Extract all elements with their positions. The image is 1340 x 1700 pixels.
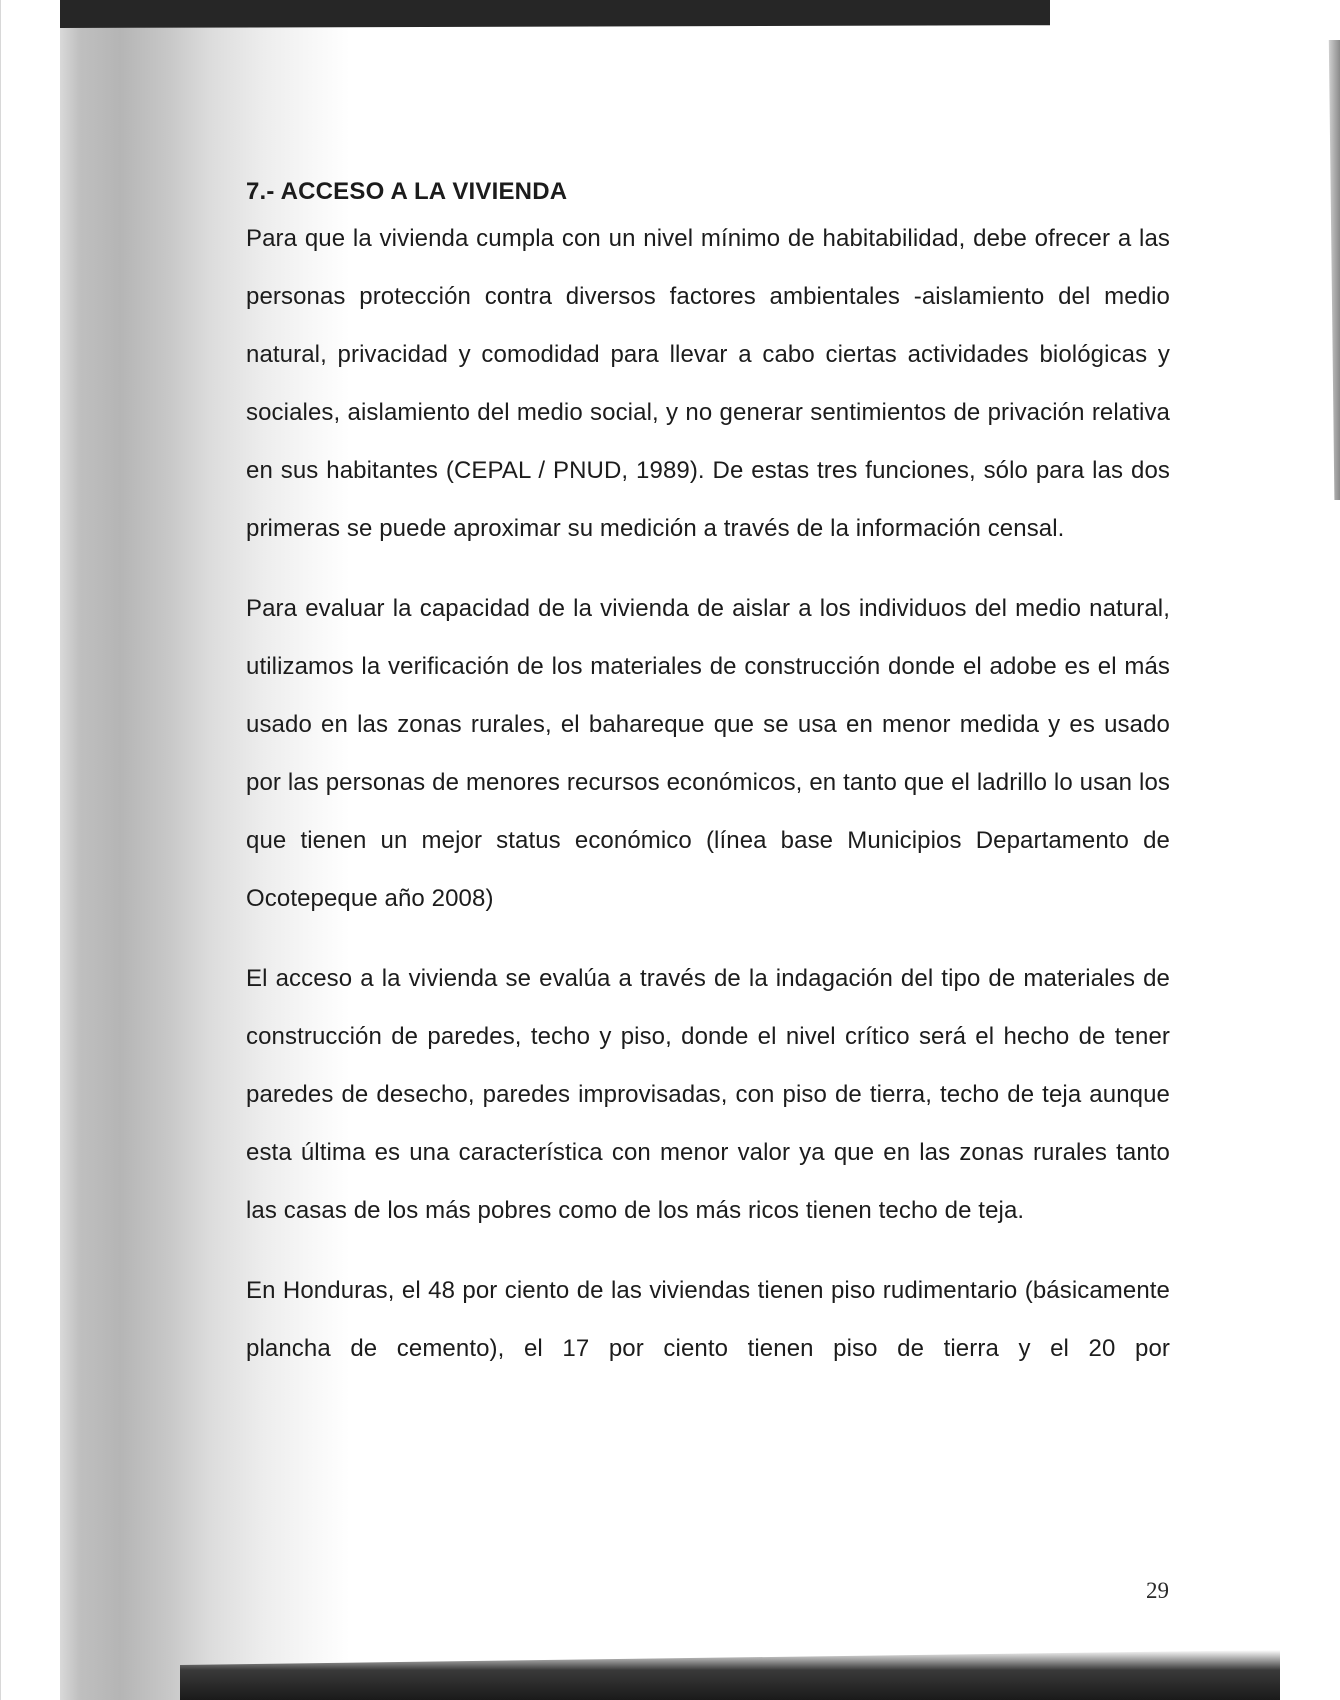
paragraph-4: En Honduras, el 48 por ciento de las viviendas tienen piso rudimentario (básicamente plancha de cemento), el 17 por ciento tienen piso de tierra y el 20 por (246, 1277, 1170, 1362)
scan-right-edge (1312, 40, 1340, 500)
paragraph-2: Para evaluar la capacidad de la vivienda de aislar a los individuos del medio natural, utilizamos la verificación de los materiales de construcción donde el adobe es el más usado en las zonas rurales, el bahareque que se usa en menor medida y es usado por las personas de menores recursos económicos, en tanto que el ladrillo lo usan los que tienen un mejor status económico (línea base Municipios Departamento de Ocotepeque año 2008) (246, 595, 1170, 912)
scan-top-edge (60, 0, 1050, 28)
page-number: 29 (1146, 1578, 1169, 1603)
section-heading: 7.- ACCESO A LA VIVIENDA (246, 178, 568, 205)
paragraph-1: Para que la vivienda cumpla con un nivel mínimo de habitabilidad, debe ofrecer a las personas protección contra diversos factores ambientales -aislamiento del medio natural, privacidad y comodidad para llevar a cabo ciertas actividades biológicas y sociales, aislamiento del medio social, y no generar sentimientos de privación relativa en sus habitantes (CEPAL / PNUD, 1989). De estas tres funciones, sólo para las dos primeras se puede aproximar su medición a través de la información censal. (246, 225, 1170, 542)
paragraph-3: El acceso a la vivienda se evalúa a través de la indagación del tipo de materiales de construcción de paredes, techo y piso, donde el nivel crítico será el hecho de tener paredes de desecho, paredes improvisadas, con piso de tierra, techo de teja aunque esta última es una característica con menor valor ya que en las zonas rurales tanto las casas de los más pobres como de los más ricos tienen techo de teja. (246, 965, 1170, 1224)
page-content (246, 178, 1170, 1400)
